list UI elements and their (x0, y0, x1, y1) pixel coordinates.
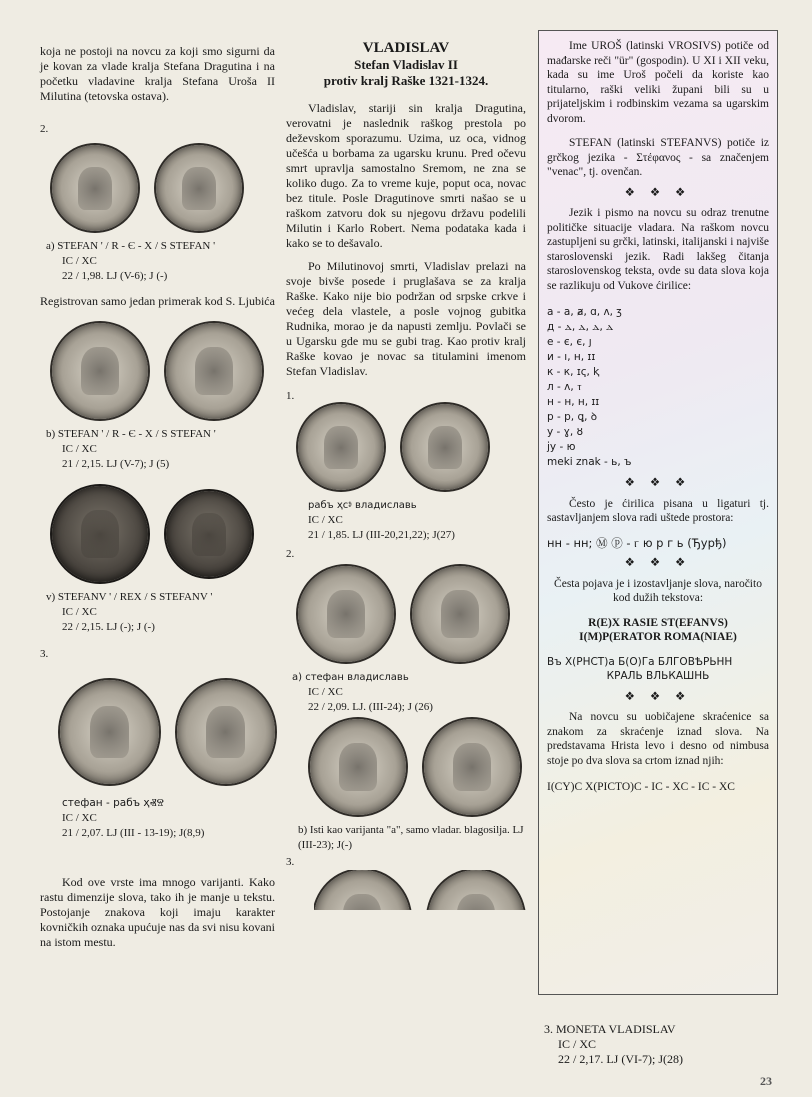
coin-pair-2a (52, 145, 275, 231)
outro-text: Kod ove vrste ima mnogo varijanti. Kako rastu dimenzije slova, tako ih je manje u tekstu. Postojanje znakova koji imaju karakter kovničkih oznaka upućuje nas da svi nisu kovani na istom mestu. (40, 875, 275, 949)
alphabet-row: meki znak - ь, ъ (547, 456, 632, 468)
registrovan-note: Registrovan samo jedan primerak kod S. Ljubića (40, 294, 275, 308)
coin-pair-2v (52, 486, 275, 582)
coin-reverse-image (424, 719, 520, 815)
coin-ic-b: ΙC / ΧC (62, 443, 97, 455)
stefan-paragraph: STEFAN (latinski STEFANVS) potiče iz grčkog jezika - Στέφανος - sa značenjem "venac", tj. ovenčan. (547, 137, 769, 178)
izostavljanje-paragraph: Česta pojava je i izostavljanje slova, naročito kod dužih tekstova: (554, 577, 762, 604)
jezik-paragraph: Jezik i pismo na novcu su odraz trenutne političke situacije vladara. Na raškom novcu zastupljeni su grčki, latinski, italijanski i najviše staroslovenski jezik. Radi lakšeg čitanja staroslovenskog teksta, ovde su data slova koja se razlikuju od Vukove ćirilice: (547, 207, 769, 292)
alphabet-row: у - ɣ, ȣ (547, 426, 584, 438)
moneta-ic: ΙC / ΧC (558, 1037, 597, 1051)
skracenice-paragraph: Na novcu su uobičajene skraćenice sa znakom za skraćenje iznad slova. Na predstavama Hrista levo i desno od nimbusa stoje po dva slova sa crtom iznad njih: (547, 711, 769, 767)
rex-line-1: R(E)X RASIE ST(EFANVS) (588, 616, 728, 629)
uros-paragraph: Ime UROŠ (latinski VROSIVS) potiče od mađarske reči "ür" (gospodin). U XI i XII veku, kada su ime Uroš počeli da koriste kao titularno, raški veliki župani bili su u prijateljskim i rodbinskim vezama sa ugarskim dvorom. (547, 40, 769, 125)
section-subtitle-2: protiv kralj Raške 1321-1324. (323, 73, 489, 88)
section-subtitle-1: Stefan Vladislav II (354, 57, 458, 72)
coin-obverse-image (60, 680, 159, 784)
alphabet-row: л - ʌ, ⲧ (547, 381, 582, 393)
coin-pair-v3 (314, 870, 526, 910)
alphabet-row: к - к, ɪҁ, ⱪ (547, 366, 600, 378)
alphabet-row: н - н, н, ɪɪ (547, 396, 600, 408)
coin-reverse-image (402, 404, 488, 490)
alphabet-row: и - ı, н, ɪɪ (547, 351, 596, 363)
alphabet-row: р - р, ꝗ, ꝺ (547, 411, 598, 423)
coin-ref-v: 22 / 2,15. LJ (-); J (-) (62, 621, 155, 633)
ligatura-paragraph: Često je ćirilica pisana u ligaturi tj. sastavljanjem slova radi uštede prostora: (547, 497, 769, 524)
coin-caption-v2b: b) Isti kao varijanta "a", samo vladar. blagosilja. LJ (III-23); J(-) (298, 824, 524, 851)
coin-pair-v1 (298, 404, 526, 490)
coin-obverse-image (314, 870, 410, 910)
coin-pair-v2 (298, 566, 526, 662)
coin-ic-v1: ΙC / ΧC (308, 514, 343, 526)
divider-ornament: ❖ ❖ ❖ (624, 557, 692, 569)
coin-reverse-image (428, 870, 524, 910)
moneta-title: 3. MONETA VLADISLAV (544, 1022, 676, 1036)
moneta-ref: 22 / 2,17. LJ (VI-7); J(28) (558, 1052, 683, 1066)
cyrillic-line-2: КРАЛЬ ВЛЬКАШНЬ (606, 670, 710, 682)
paragraph-1: Vladislav, stariji sin kralja Dragutina, verovatni je naslednik raškog prestola po deževskom sporazumu. Uzima, uz oca, vidnog učešća u borbama za ugarsku krunu. Pred očevu smrt upravlja samostalno Sremom, ne zna se koliko dugo. Za to vreme kuje, poput oca, novac bez titule. Posle Dragutinove smrti našao se u raškom zatvoru dok su njegovu državu podelili Milutin i Karlo Robert. Nema podataka kada i kako se to dešavalo. (286, 101, 526, 250)
coin-ref-a: 22 / 1,98. LJ (V-6); J (-) (62, 270, 168, 282)
coin-ref-v2a: 22 / 2,09. LJ. (III-24); J (26) (308, 701, 433, 713)
icxc-line: I(CY)C X(PICTO)C - ΙC - ΧC - ΙC - ΧC (547, 781, 735, 793)
cyrillic-line-1: Въ Х(РНСТ)а Б(О)Га БЛГОВѢРЬНН (547, 655, 733, 668)
item-number-3: 3. (40, 648, 49, 660)
coin-pair-2b (52, 323, 275, 419)
alphabet-row: д - ⲇ, ⲇ, ⲇ, ⲇ (547, 321, 614, 333)
section-title: VLADISLAV (362, 40, 450, 56)
coin-caption-a: a) STEFAN ' / R - Є - X / S STEFAN ' (46, 240, 216, 252)
middle-column (286, 40, 526, 918)
divider-ornament: ❖ ❖ ❖ (624, 186, 692, 199)
coin-obverse-image (298, 404, 384, 490)
rex-line-2: I(M)P(ERATOR ROMA(NIAE) (579, 631, 737, 643)
paragraph-2: Po Milutinovoj smrti, Vladislav prelazi na svoje bivše posede i pruglašava se za kralja Raške. Kako nije bio podržan od srpske crkve i većeg dela vlastele, a posle vojnog gubitka Rudnika, morao je da napusti zemlju. Povlači se u Ugarsku gde mu se gubi trag. Kao protiv kralj Raške kovao je novac sa titulamini imenom Stefan Vladislav. (286, 259, 526, 378)
coin-reverse-image (166, 491, 252, 577)
moneta-vladislav-caption (544, 1022, 683, 1067)
page-number: 23 (760, 1074, 772, 1088)
sidebar-info-box (538, 30, 778, 995)
alphabet-row: е - є, є, ȷ (547, 336, 592, 348)
coin-ic-a: ΙC / ΧC (62, 255, 97, 267)
left-column (40, 44, 275, 950)
coin-obverse-image (52, 145, 138, 231)
coin-caption-3: стефан - рабъ ҳⰟⰔ (62, 797, 164, 809)
coin-obverse-image (310, 719, 406, 815)
divider-ornament: ❖ ❖ ❖ (624, 690, 692, 703)
alphabet-row: ју - ю (547, 441, 576, 453)
alphabet-row: а - a, ⱥ, ɑ, ʌ, ⳅ (547, 306, 622, 318)
intro-text: koja ne postoji na novcu za koji smo sigurni da je kovan za vlade kralja Stefana Dragutina i na početku vladavine kralja Stefana Uroša II Milutina (tetovska ostava). (40, 44, 275, 103)
coin-obverse-image (298, 566, 394, 662)
coin-caption-v1: рабъ ҳсⱁ владиславь (308, 500, 417, 511)
coin-reverse-image (156, 145, 242, 231)
coin-pair-v2b (310, 719, 526, 815)
divider-ornament: ❖ ❖ ❖ (624, 477, 692, 489)
item-number-1: 1. (286, 390, 295, 402)
ligatura-example: нн - нн; Ⓜ ⓟ - ⲅ ю р г ь (Ђурђ) (547, 535, 727, 550)
alphabet-list (547, 305, 769, 470)
coin-ref-b: 21 / 2,15. LJ (V-7); J (5) (62, 458, 170, 470)
coin-reverse-image (177, 680, 276, 784)
coin-caption-v2a: a) стефан владиславь (292, 672, 409, 683)
coin-ref-v1: 21 / 1,85. LJ (III-20,21,22); J(27) (308, 529, 455, 541)
item-number-2: 2. (40, 123, 49, 135)
coin-caption-v: v) STEFANV ' / REX / S STEFANV ' (46, 591, 213, 603)
coin-ic-3: ΙC / ΧC (62, 812, 97, 824)
item-number-2: 2. (286, 548, 295, 560)
coin-obverse-image (52, 486, 148, 582)
coin-pair-3 (60, 680, 275, 784)
coin-reverse-image (166, 323, 262, 419)
coin-ic-v2a: ΙC / ΧC (308, 686, 343, 698)
coin-obverse-image (52, 323, 148, 419)
coin-ref-3: 21 / 2,07. LJ (III - 13-19); J(8,9) (62, 827, 205, 839)
coin-caption-b: b) STEFAN ' / R - Є - X / S STEFAN ' (46, 428, 216, 440)
coin-ic-v: ΙC / ΧC (62, 606, 97, 618)
item-number-3: 3. (286, 856, 295, 868)
coin-reverse-image (412, 566, 508, 662)
